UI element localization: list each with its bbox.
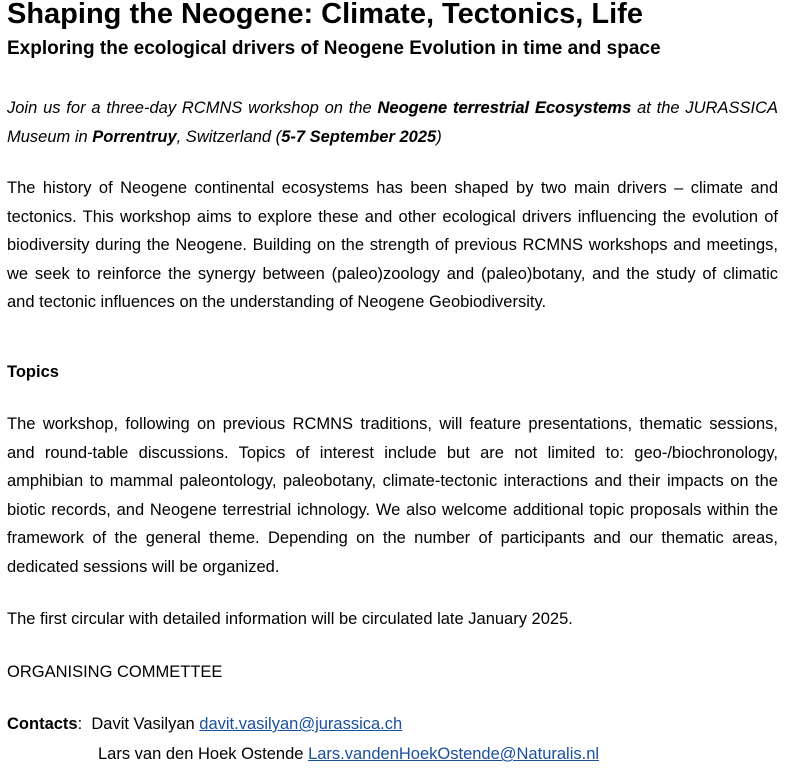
intro-text-1: Join us for a three-day RCMNS workshop on the <box>7 99 378 117</box>
intro-text-2: at the JURASSICA Museum in <box>7 99 778 146</box>
topics-paragraph: The workshop, following on previous RCMNS traditions, will feature presentations, thematic sessions, and round-table discussions. Topics of interest include but are not limited to: geo-/biochronology, amphibian to mammal paleontology, paleobotany, climate-tectonic interactions and their impacts on the biotic records, and Neogene terrestrial ichnology. We also welcome additional topic proposals within the framework of the general theme. Depending on the number of participants and our thematic areas, dedicated sessions will be organized. <box>7 415 778 576</box>
history-paragraph: The history of Neogene continental ecosystems has been shaped by two main drivers – climate and tectonics. This workshop aims to explore these and other ecological drivers influencing the evolution of biodiversity during the Neogene. Building on the strength of previous RCMNS workshops and meetings, we seek to reinforce the synergy between (paleo)zoology and (paleo)botany, and the study of climatic and tectonic influences on the understanding of Neogene Geobiodiversity. <box>7 179 778 312</box>
contact-name: Davit Vasilyan <box>91 715 195 733</box>
circular-note: The first circular with detailed information will be circulated late January 2025. <box>7 610 573 628</box>
intro-text-4: ) <box>436 127 442 146</box>
contact-name: Lars van den Hoek Ostende <box>98 745 304 763</box>
contact-email-link[interactable]: Lars.vandenHoekOstende@Naturalis.nl <box>308 745 600 763</box>
contacts-colon: : <box>77 715 83 733</box>
committee-heading: ORGANISING COMMETTEE <box>7 663 223 681</box>
contact-email-link[interactable]: davit.vasilyan@jurassica.ch <box>199 715 403 733</box>
intro-text-3: , Switzerland ( <box>176 127 282 146</box>
intro-dates: 5-7 September 2025 <box>281 127 437 146</box>
contact-row-1 <box>7 710 402 738</box>
intro-place: Porrentruy <box>92 127 177 146</box>
contact-row-2 <box>98 740 599 768</box>
intro-paragraph <box>7 94 778 151</box>
page-title: Shaping the Neogene: Climate, Tectonics, Life <box>7 0 643 30</box>
topics-heading: Topics <box>7 363 59 381</box>
page-subtitle: Exploring the ecological drivers of Neogene Evolution in time and space <box>7 38 661 59</box>
intro-highlight: Neogene terrestrial Ecosystems <box>377 99 632 117</box>
contacts-label: Contacts <box>7 715 78 733</box>
